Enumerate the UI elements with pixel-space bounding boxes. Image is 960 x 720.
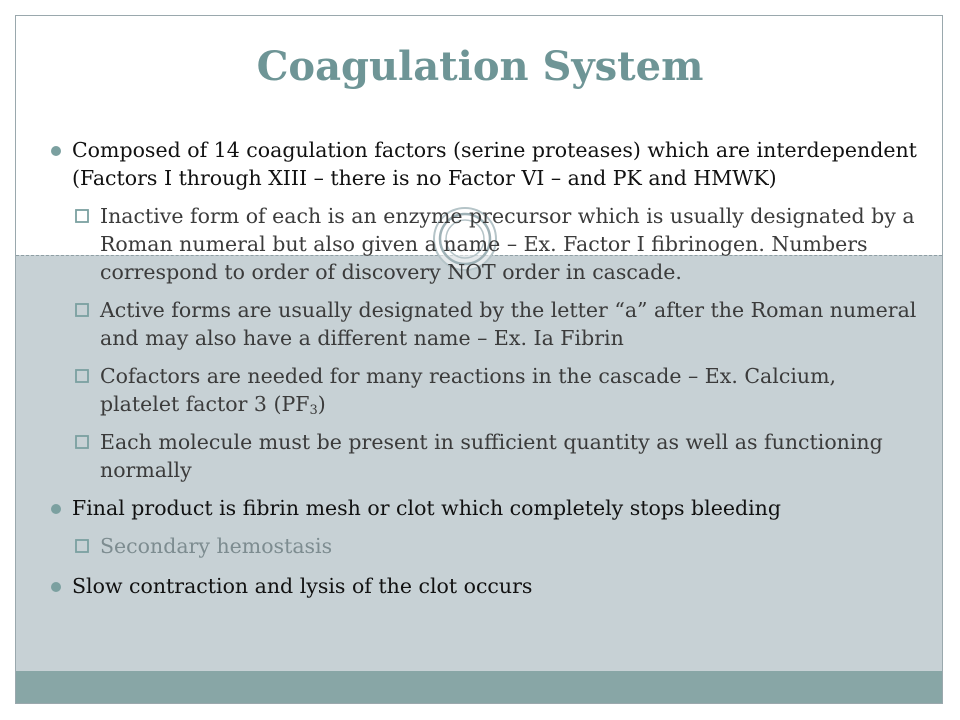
sub-bullet-text-close: )	[317, 392, 326, 416]
hollow-square-icon	[75, 539, 89, 553]
sub-bullet-cofactors	[48, 362, 918, 418]
bullet-text: Slow contraction and lysis of the clot occurs	[72, 574, 533, 598]
sub-bullet-each-molecule	[48, 428, 918, 484]
sub-bullet-text: Secondary hemostasis	[100, 534, 333, 558]
bullet-factors	[48, 136, 918, 192]
hollow-square-icon	[75, 435, 89, 449]
slide-title: Coagulation System	[256, 43, 704, 90]
bullet-text: Composed of 14 coagulation factors (serine proteases) which are interdependent (Factors I through XIII – there is no Factor VI – and PK and HMWK)	[72, 138, 917, 190]
bullet-final-product	[48, 494, 918, 522]
sub-bullet-text: Cofactors are needed for many reactions in the cascade – Ex. Calcium, platelet factor 3 (PF	[100, 364, 837, 416]
hollow-square-icon	[75, 369, 89, 383]
bullet-clot-lysis	[48, 572, 918, 600]
sub-bullet-text: Each molecule must be present in sufficient quantity as well as functioning normally	[100, 430, 883, 482]
sub-bullet-active-forms	[48, 296, 918, 352]
bottom-band	[16, 671, 942, 703]
content-area	[48, 136, 918, 600]
sub-bullet-secondary-hemostasis	[48, 532, 918, 560]
hollow-square-icon	[75, 209, 89, 223]
bullet-dot-icon	[51, 504, 61, 514]
bullet-text: Final product is fibrin mesh or clot which completely stops bleeding	[72, 496, 781, 520]
sub-bullet-text: Inactive form of each is an enzyme precursor which is usually designated by a Roman numeral but also given a name – Ex. Factor I fibrinogen. Numbers correspond to order of discovery NOT order in cascade.	[100, 204, 915, 284]
sub-bullet-inactive-form	[48, 202, 918, 286]
bullet-dot-icon	[51, 146, 61, 156]
sub-bullet-text: Active forms are usually designated by the letter “a” after the Roman numeral and may also have a different name – Ex. Ia Fibrin	[100, 298, 917, 350]
hollow-square-icon	[75, 303, 89, 317]
subscript-text: 3	[309, 403, 318, 418]
bullet-dot-icon	[51, 582, 61, 592]
